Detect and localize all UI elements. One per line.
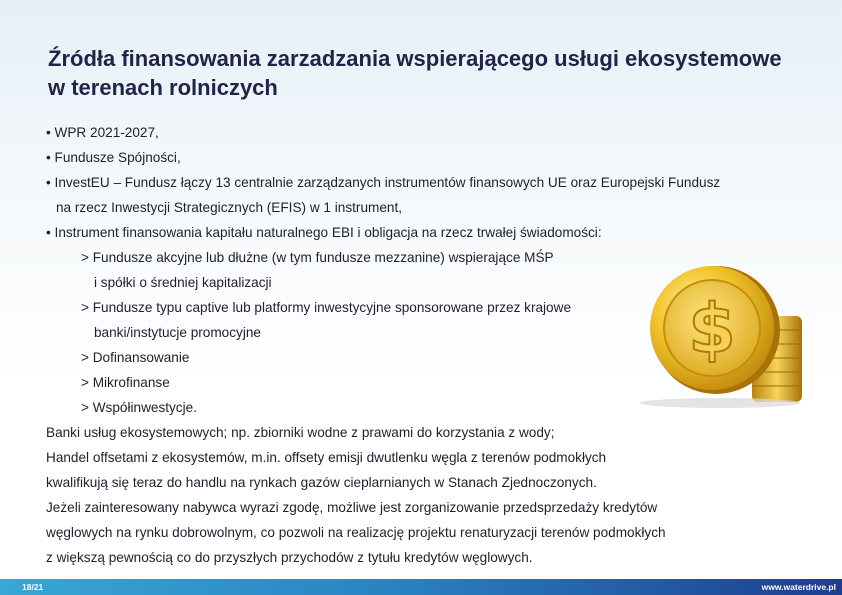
content-line: • Fundusze Spójności, (46, 150, 181, 165)
gold-dollar-coins-icon (640, 262, 810, 412)
dollar-symbol: $ (688, 290, 736, 369)
content-line: banki/instytucje promocyjne (94, 325, 261, 340)
content-line: > Mikrofinanse (81, 375, 170, 390)
content-line: węglowych na rynku dobrowolnym, co pozwoli na realizację projektu renaturyzacji terenów podmokłych (46, 525, 666, 540)
content-line: > Fundusze typu captive lub platformy inwestycyjne sponsorowane przez krajowe (81, 300, 571, 315)
content-line: na rzecz Inwestycji Strategicznych (EFIS) w 1 instrument, (56, 200, 402, 215)
content-line: • InvestEU – Fundusz łączy 13 centralnie zarządzanych instrumentów finansowych UE oraz Europejski Fundusz (46, 175, 721, 190)
content-line: > Współinwestycje. (81, 400, 197, 415)
content-line: > Dofinansowanie (81, 350, 190, 365)
content-line: Handel offsetami z ekosystemów, m.in. offsety emisji dwutlenku węgla z terenów podmokłych (46, 450, 607, 465)
content-line: z większą pewnością co do przyszłych przychodów z tytułu kredytów węglowych. (46, 550, 533, 565)
content-line: • WPR 2021-2027, (46, 125, 159, 140)
content-line: kwalifikują się teraz do handlu na rynkach gazów cieplarnianych w Stanach Zjednoczonych. (46, 475, 597, 490)
content-line: Banki usług ekosystemowych; np. zbiorniki wodne z prawami do korzystania z wody; (46, 425, 555, 440)
content-line: Jeżeli zainteresowany nabywca wyrazi zgodę, możliwe jest zorganizowanie przedsprzedaży kredytów (46, 500, 658, 515)
content-line: > Fundusze akcyjne lub dłużne (w tym fundusze mezzanine) wspierające MŚP (81, 250, 554, 265)
content-line: • Instrument finansowania kapitału naturalnego EBI i obligacja na rzecz trwałej świadomości: (46, 225, 602, 240)
footer-bar (0, 579, 842, 595)
website-url: www.waterdrive.pl (761, 582, 836, 592)
page-number: 18/21 (22, 582, 44, 592)
slide-title: Źródła finansowania zarzadzania wspierającego usługi ekosystemowe w terenach rolniczych (48, 46, 782, 100)
content-line: i spółki o średniej kapitalizacji (94, 275, 272, 290)
